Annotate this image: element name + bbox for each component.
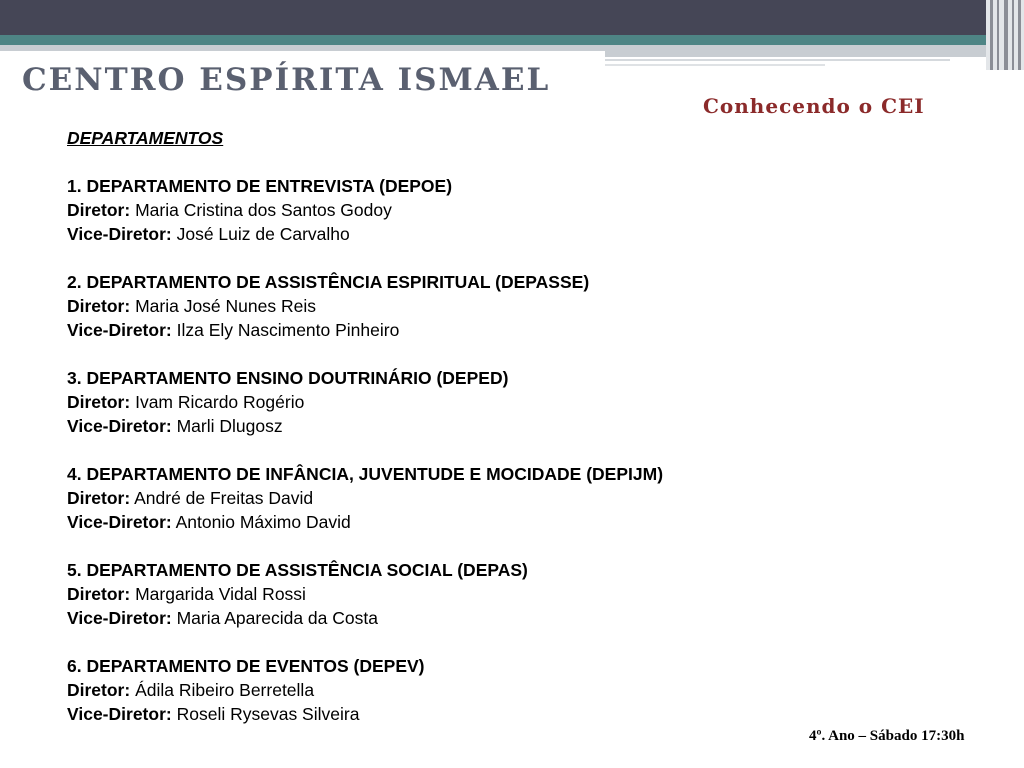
vice-director-line [67,702,663,726]
header-gray-bar-right [605,45,1024,57]
department-title: 6. DEPARTAMENTO DE EVENTOS (DEPEV) [67,656,425,676]
vice-director-name: Roseli Rysevas Silveira [176,704,360,724]
director-line [67,582,663,606]
director-name: Ádila Ribeiro Berretella [135,680,315,700]
department-title: 5. DEPARTAMENTO DE ASSISTÊNCIA SOCIAL (DEPAS) [67,560,528,580]
director-name: Margarida Vidal Rossi [135,584,306,604]
vice-director-name: Ilza Ely Nascimento Pinheiro [176,320,400,340]
section-heading: DEPARTAMENTOS [67,128,224,148]
header-rule-short [605,64,825,66]
director-line [67,294,663,318]
director-label: Diretor: [67,680,131,700]
director-line [67,198,663,222]
vice-director-line [67,414,663,438]
corner-stripe [997,0,999,70]
department-block [67,270,663,342]
vice-director-label: Vice-Diretor: [67,704,172,724]
director-name: André de Freitas David [134,488,314,508]
director-line [67,678,663,702]
vice-director-name: Marli Dlugosz [176,416,283,436]
director-label: Diretor: [67,200,131,220]
vice-director-line [67,606,663,630]
director-name: Maria José Nunes Reis [135,296,316,316]
corner-stripe [1018,0,1021,70]
vice-director-line [67,510,663,534]
vice-director-line [67,318,663,342]
header-gray-bar [0,45,605,51]
vice-director-label: Vice-Diretor: [67,320,172,340]
director-line [67,486,663,510]
slide-subtitle: Conhecendo o CEI [703,94,925,118]
header-dark-bar [0,0,1024,35]
director-label: Diretor: [67,392,131,412]
department-title: 4. DEPARTAMENTO DE INFÂNCIA, JUVENTUDE E MOCIDADE (DEPIJM) [67,464,664,484]
vice-director-label: Vice-Diretor: [67,608,172,628]
department-block [67,462,663,534]
vice-director-name: Antonio Máximo David [175,512,351,532]
department-block [67,558,663,630]
department-title: 1. DEPARTAMENTO DE ENTREVISTA (DEPOE) [67,176,453,196]
header-rule [605,59,950,61]
corner-stripe [1004,0,1008,70]
department-title: 2. DEPARTAMENTO DE ASSISTÊNCIA ESPIRITUAL (DEPASSE) [67,272,590,292]
director-line [67,390,663,414]
vice-director-line [67,222,663,246]
director-label: Diretor: [67,488,131,508]
director-name: Ivam Ricardo Rogério [135,392,305,412]
department-block [67,174,663,246]
department-title: 3. DEPARTAMENTO ENSINO DOUTRINÁRIO (DEPED) [67,368,509,388]
vice-director-name: José Luiz de Carvalho [176,224,350,244]
corner-stripe [990,0,993,70]
department-block [67,654,663,726]
header-teal-bar [0,35,1024,45]
slide-content [67,126,663,726]
director-name: Maria Cristina dos Santos Godoy [135,200,392,220]
department-block [67,366,663,438]
director-label: Diretor: [67,296,131,316]
slide-title: CENTRO ESPÍRITA ISMAEL [22,62,551,98]
slide-footer: 4º. Ano – Sábado 17:30h [809,728,965,744]
vice-director-label: Vice-Diretor: [67,416,172,436]
vice-director-label: Vice-Diretor: [67,224,172,244]
director-label: Diretor: [67,584,131,604]
vice-director-label: Vice-Diretor: [67,512,172,532]
corner-stripe [1012,0,1014,70]
vice-director-name: Maria Aparecida da Costa [176,608,378,628]
